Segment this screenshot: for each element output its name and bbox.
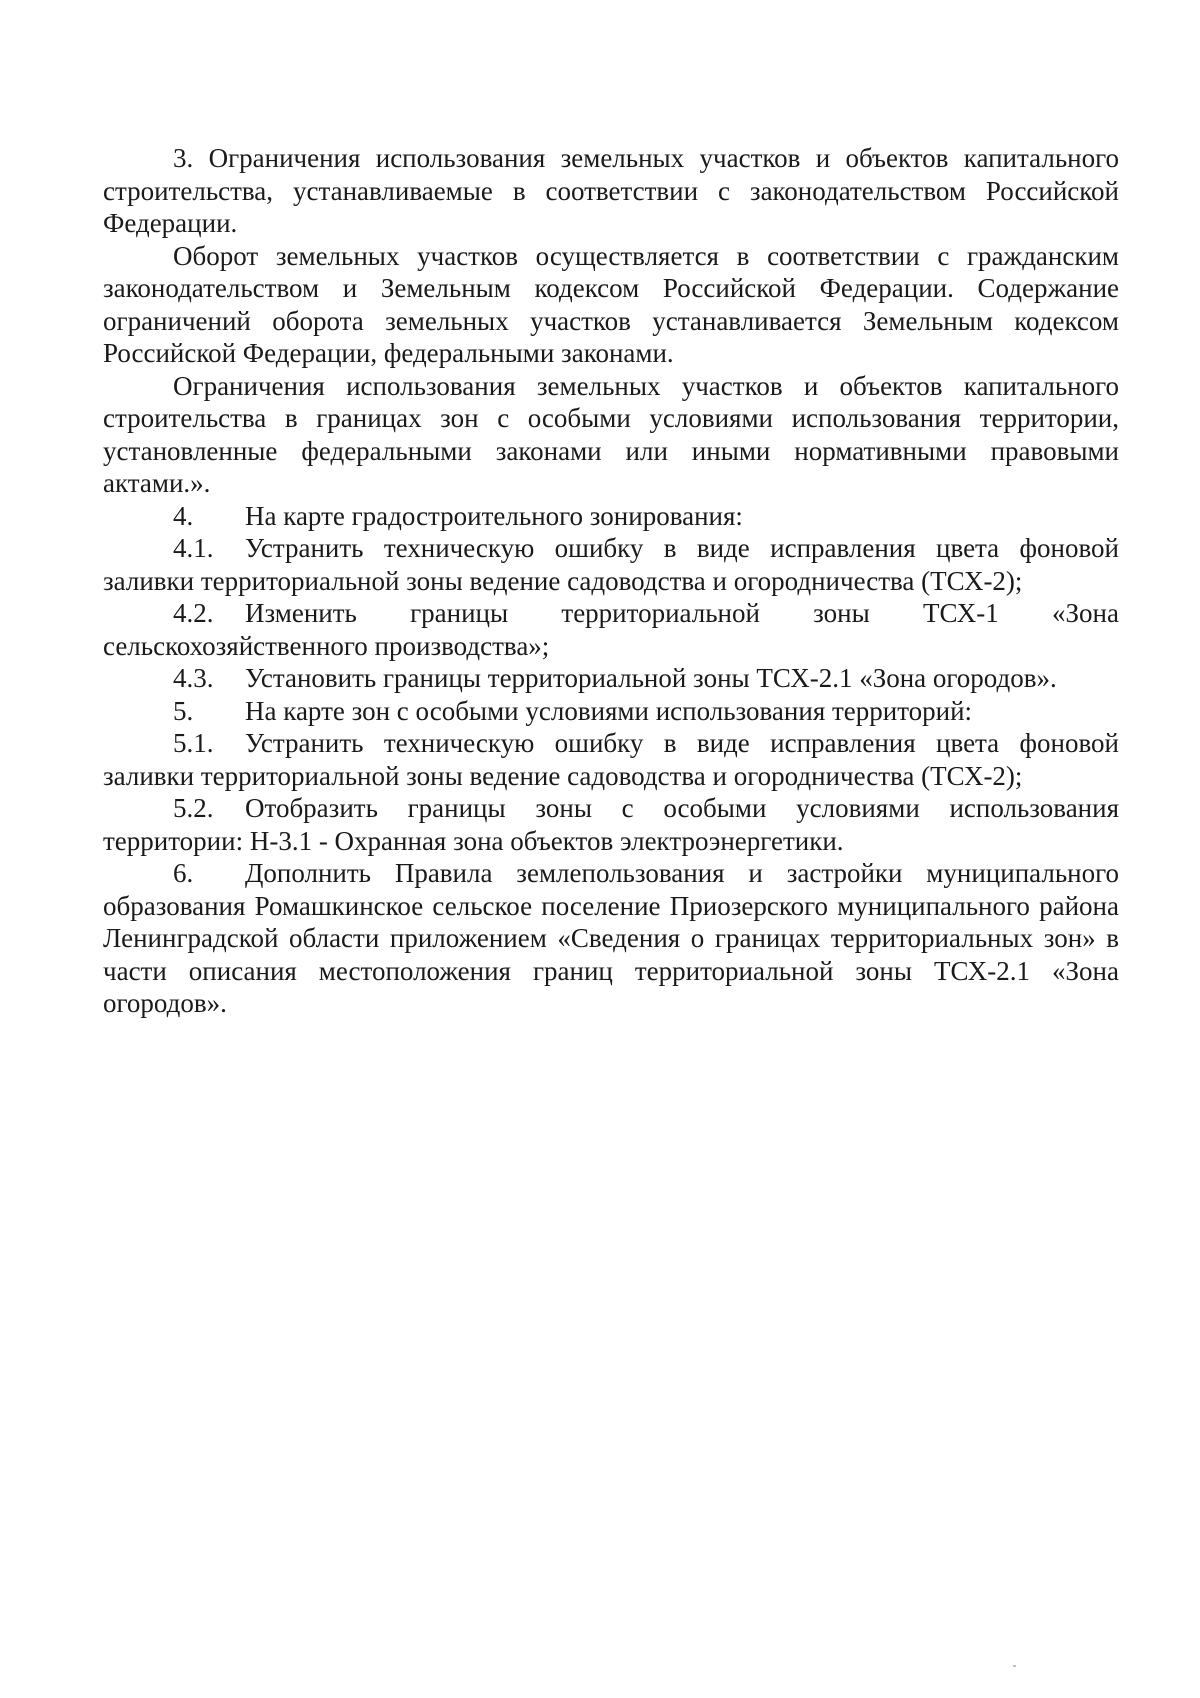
item-text: Устранить техническую ошибку в виде исправления цвета фоновой заливки территориальной зоны ведение садоводства и огородничества (ТСХ-2);: [103, 728, 1119, 791]
list-item-4-2: [103, 597, 1119, 662]
item-text: Изменить границы территориальной зоны ТСХ-1 «Зона сельскохозяйственного производства»;: [103, 598, 1119, 661]
paragraph-land-turnover: Оборот земельных участков осуществляется в соответствии с гражданским законодательством и Земельным кодексом Российской Федерации. Содержание ограничений оборота земельных участков устанавливается Земельным кодексом Российской Федерации, федеральными законами.: [103, 240, 1119, 368]
item-number: 5.2.: [173, 793, 214, 823]
item-number: 4.: [173, 500, 194, 531]
item-text: На карте зон с особыми условиями использования территорий:: [245, 695, 973, 726]
list-item-6: [103, 857, 1119, 1020]
list-item-4-1: [103, 532, 1119, 597]
item-number: 5.: [173, 695, 194, 726]
item-number: 4.3.: [173, 663, 214, 693]
list-item-5-2: [103, 792, 1119, 857]
item-text: Установить границы территориальной зоны ТСХ-2.1 «Зона огородов».: [245, 663, 1057, 693]
list-item-4-3: [103, 662, 1119, 695]
document-body: [103, 142, 1119, 1020]
scan-speck: [1013, 1665, 1016, 1667]
item-number: 6.: [173, 858, 194, 888]
item-text: Отобразить границы зоны с особыми условиями использования территории: Н-3.1 - Охранная зона объектов электроэнергетики.: [103, 793, 1119, 856]
list-item-4: [103, 500, 1119, 533]
item-text: На карте градостроительного зонирования:: [245, 500, 743, 531]
item-number: 4.1.: [173, 533, 214, 563]
paragraph-restrictions-heading: 3. Ограничения использования земельных участков и объектов капитального строительства, устанавливаемые в соответствии с законодательством Российской Федерации.: [103, 143, 1119, 238]
item-text: Устранить техническую ошибку в виде исправления цвета фоновой заливки территориальной зоны ведение садоводства и огородничества (ТСХ-2);: [103, 533, 1119, 596]
list-item-5: [103, 695, 1119, 728]
paragraph-special-zones: Ограничения использования земельных участков и объектов капитального строительства в границах зон с особыми условиями использования территории, установленные федеральными законами или иными нормативными правовыми актами.».: [103, 370, 1119, 498]
list-item-5-1: [103, 727, 1119, 792]
item-text: Дополнить Правила землепользования и застройки муниципального образования Ромашкинское сельское поселение Приозерского муниципального района Ленинградской области приложением «Сведения о границах территориальных зон» в части описания местоположения границ территориальной зоны ТСХ-2.1 «Зона огородов».: [103, 858, 1119, 1018]
item-number: 4.2.: [173, 598, 214, 628]
item-number: 5.1.: [173, 728, 214, 758]
